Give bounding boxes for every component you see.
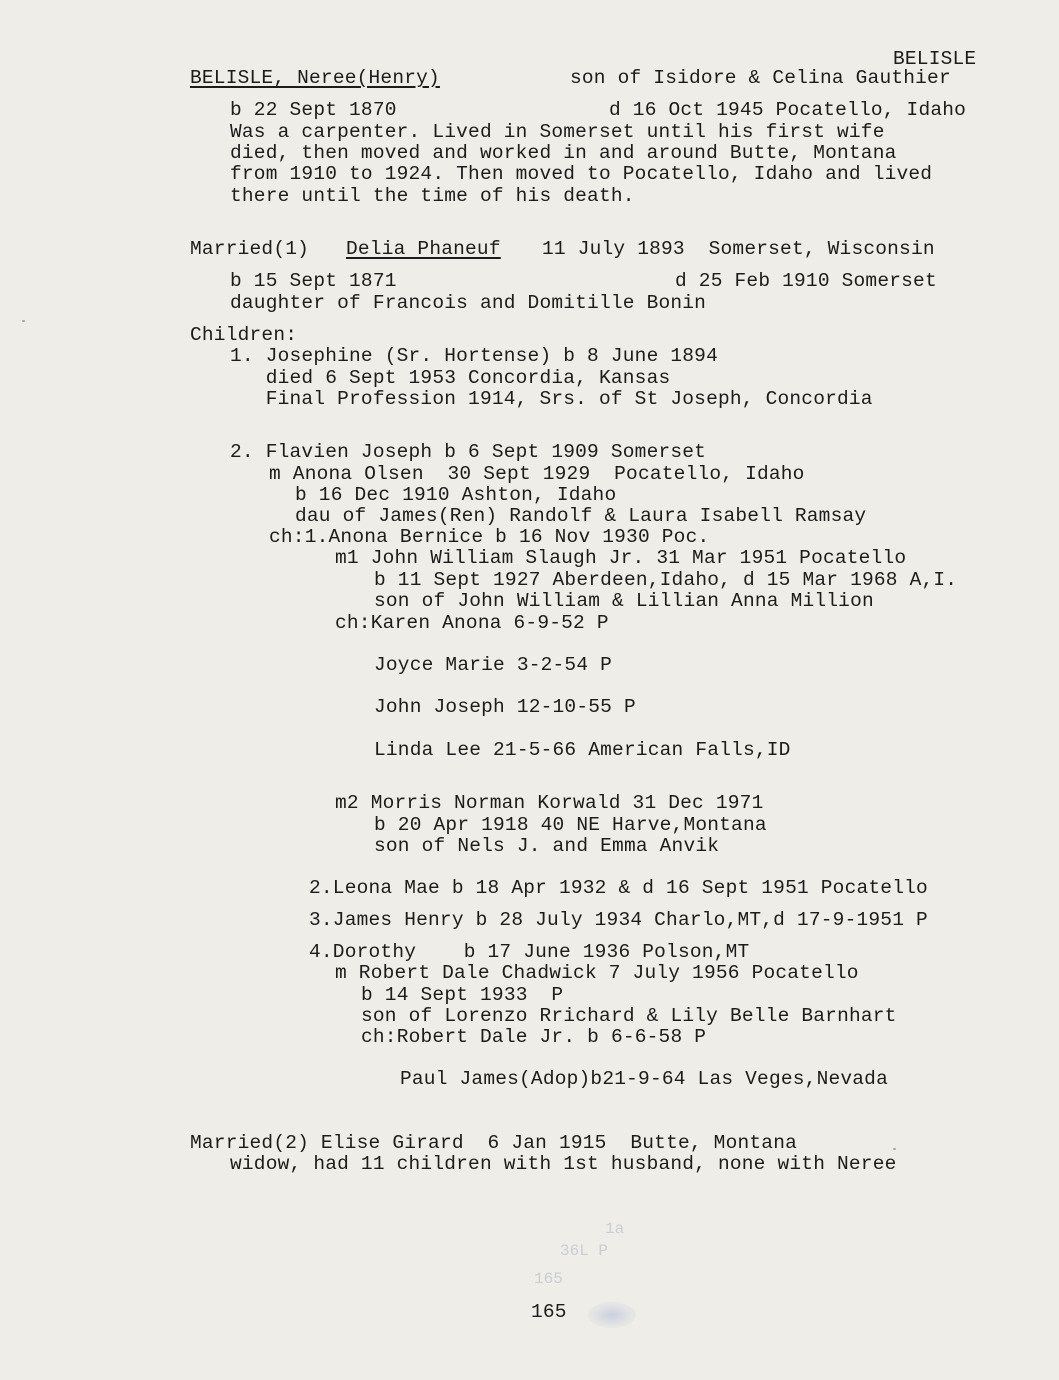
child1-line: 1. Josephine (Sr. Hortense) b 8 June 1894 xyxy=(230,345,718,367)
page-number: 165 xyxy=(531,1301,567,1323)
child2-line: dau of James(Ren) Randolf & Laura Isabell Ramsay xyxy=(295,505,867,527)
paper-speck xyxy=(22,320,25,322)
child2-line: 3.James Henry b 28 July 1934 Charlo,MT,d 17-9-1951 P xyxy=(309,909,928,931)
child2-line: Paul James(Adop)b21-9-64 Las Veges,Nevada xyxy=(400,1068,888,1090)
pencil-note: 36L P xyxy=(560,1242,609,1260)
child2-line: Linda Lee 21-5-66 American Falls,ID xyxy=(374,739,791,761)
marriage2-line: widow, had 11 children with 1st husband, none with Neree xyxy=(230,1153,897,1175)
child1-line: Final Profession 1914, Srs. of St Joseph, Concordia xyxy=(230,388,873,410)
bio-line: there until the time of his death. xyxy=(230,185,635,207)
child2-line: m Anona Olsen 30 Sept 1929 Pocatello, Idaho xyxy=(269,463,805,485)
child2-line: b 20 Apr 1918 40 NE Harve,Montana xyxy=(374,814,767,836)
child2-line: ch:Robert Dale Jr. b 6-6-58 P xyxy=(361,1026,707,1048)
child2-line: son of John William & Lillian Anna Million xyxy=(374,590,874,612)
subject-name: BELISLE, Neree(Henry) xyxy=(190,67,440,89)
child1-line: died 6 Sept 1953 Concordia, Kansas xyxy=(230,367,671,389)
child2-line: son of Nels J. and Emma Anvik xyxy=(374,835,720,857)
marriage2-line: Married(2) Elise Girard 6 Jan 1915 Butte, Montana xyxy=(190,1132,797,1154)
child2-line: 4.Dorothy b 17 June 1936 Polson,MT xyxy=(309,941,750,963)
child2-line: m1 John William Slaugh Jr. 31 Mar 1951 Pocatello xyxy=(335,547,907,569)
bio-line: from 1910 to 1924. Then moved to Pocatello, Idaho and lived xyxy=(230,163,933,185)
ink-smudge xyxy=(588,1302,636,1328)
marriage1-parents: daughter of Francois and Domitille Bonin xyxy=(230,292,707,314)
child2-line: ch:1.Anona Bernice b 16 Nov 1930 Poc. xyxy=(269,526,710,548)
child2-line: 2.Leona Mae b 18 Apr 1932 & d 16 Sept 1951 Pocatello xyxy=(309,877,928,899)
subject-death: d 16 Oct 1945 Pocatello, Idaho xyxy=(609,99,967,121)
child2-line: son of Lorenzo Rrichard & Lily Belle Barnhart xyxy=(361,1005,897,1027)
marriage1-death: d 25 Feb 1910 Somerset xyxy=(675,270,937,292)
child2-line: b 14 Sept 1933 P xyxy=(361,984,564,1006)
paper-speck xyxy=(893,1148,896,1150)
bio-line: Was a carpenter. Lived in Somerset until his first wife xyxy=(230,121,885,143)
subject-parents: son of Isidore & Celina Gauthier xyxy=(570,67,951,89)
child2-line: m Robert Dale Chadwick 7 July 1956 Pocatello xyxy=(335,962,859,984)
child2-line: 2. Flavien Joseph b 6 Sept 1909 Somerset xyxy=(230,441,707,463)
child2-line: Joyce Marie 3-2-54 P xyxy=(374,654,613,676)
subject-birth: b 22 Sept 1870 xyxy=(230,99,397,121)
marriage1-details: 11 July 1893 Somerset, Wisconsin xyxy=(542,238,935,260)
child2-line: ch:Karen Anona 6-9-52 P xyxy=(335,612,609,634)
marriage1-prefix: Married(1) xyxy=(190,238,310,260)
child2-line: b 11 Sept 1927 Aberdeen,Idaho, d 15 Mar 1968 A,I. xyxy=(374,569,958,591)
marriage1-birth: b 15 Sept 1871 xyxy=(230,270,397,292)
children-label: Children: xyxy=(190,324,298,346)
marriage1-spouse: Delia Phaneuf xyxy=(346,238,501,260)
child2-line: b 16 Dec 1910 Ashton, Idaho xyxy=(295,484,617,506)
pencil-note: 1a xyxy=(605,1220,625,1238)
pencil-note: 165 xyxy=(534,1270,563,1288)
child2-line: m2 Morris Norman Korwald 31 Dec 1971 xyxy=(335,792,764,814)
bio-line: died, then moved and worked in and around Butte, Montana xyxy=(230,142,897,164)
surname-tag: BELISLE xyxy=(893,48,977,70)
child2-line: John Joseph 12-10-55 P xyxy=(374,696,636,718)
